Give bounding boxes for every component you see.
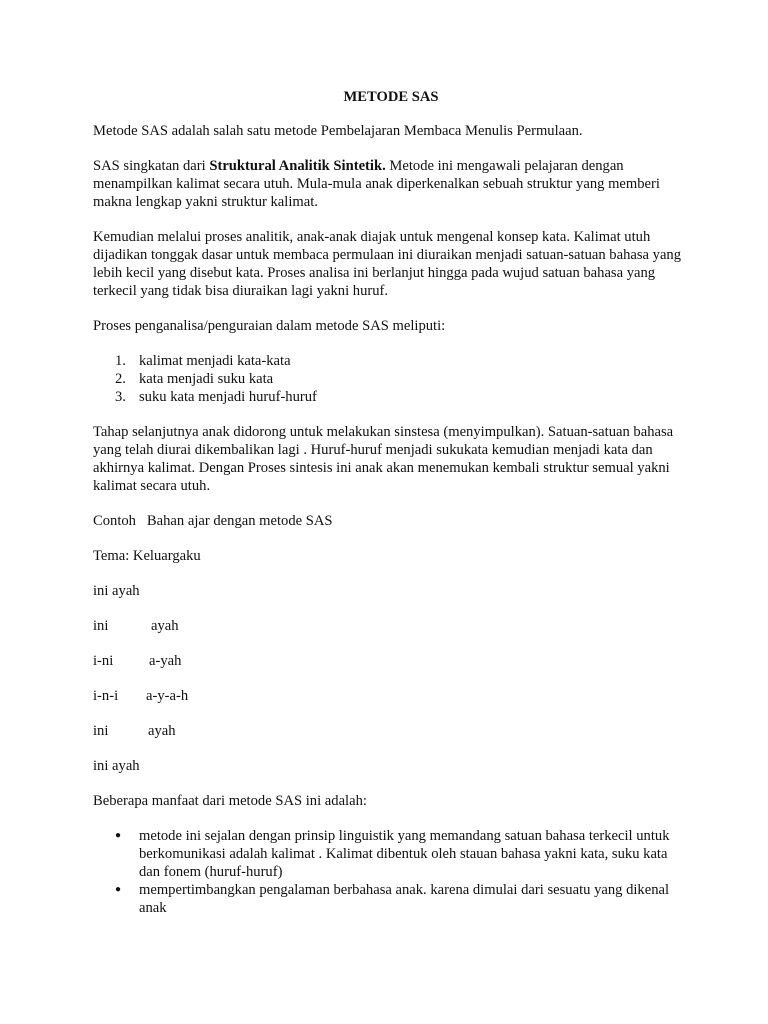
process-steps-list: [93, 352, 683, 406]
example-word-a: ini: [93, 618, 109, 634]
theme-line: Tema: Keluargaku: [93, 548, 201, 564]
benefits-heading: Beberapa manfaat dari metode SAS ini adalah:: [93, 793, 367, 809]
intro-paragraph: Metode SAS adalah salah satu metode Pembelajaran Membaca Menulis Permulaan.: [93, 123, 583, 139]
list-item: [93, 881, 683, 917]
example-heading: Contoh Bahan ajar dengan metode SAS: [93, 513, 333, 529]
list-item: [93, 352, 683, 370]
example-word-a: i-n-i: [93, 688, 119, 704]
synthesis-paragraph: Tahap selanjutnya anak didorong untuk melakukan sinstesa (menyimpulkan). Satuan-satuan bahasa yang telah diurai dikembalikan lagi . Huruf-huruf menjadi sukukata kemudian menjadi kata dan akhirnya kalimat. Dengan Proses sintesis ini anak akan menemukan kembali struktur semual yakni kalimat secara utuh.: [93, 424, 674, 494]
list-number: 1.: [115, 353, 126, 369]
example-word-b: a-y-a-h: [146, 688, 189, 704]
process-intro-paragraph: Proses penganalisa/penguraian dalam metode SAS meliputi:: [93, 318, 446, 334]
analysis-paragraph: Kemudian melalui proses analitik, anak-anak diajak untuk mengenal konsep kata. Kalimat utuh dijadikan tonggak dasar untuk membaca permulaan ini diuraikan menjadi satuan-satuan bahasa yang lebih kecil yang disebut kata. Proses analisa ini berlanjut hingga pada wujud satuan bahasa yang terkecil yang tidak bisa diuraikan lagi yakni huruf.: [93, 229, 682, 299]
example-line-4: [93, 687, 683, 705]
example-line-1: ini ayah: [93, 583, 140, 599]
definition-rest: Metode ini mengawali pelajaran dengan menampilkan kalimat secara utuh. Mula-mula anak diperkenalkan sebuah struktur yang memberi makna lengkap yakni struktur kalimat.: [93, 158, 660, 210]
example-word-b: ayah: [148, 723, 176, 739]
example-word-b: ayah: [151, 618, 179, 634]
bullet-icon: ●: [115, 884, 122, 895]
list-item-text: suku kata menjadi huruf-huruf: [139, 389, 317, 405]
definition-lead: SAS singkatan dari: [93, 158, 210, 174]
list-item-text: kata menjadi suku kata: [139, 371, 274, 387]
definition-paragraph: [93, 157, 683, 211]
list-item: [93, 370, 683, 388]
example-word-b: a-yah: [149, 653, 182, 669]
list-item-text: kalimat menjadi kata-kata: [139, 353, 291, 369]
list-item-text: mempertimbangkan pengalaman berbahasa anak. karena dimulai dari sesuatu yang dikenal anak: [139, 882, 670, 916]
list-item-text: metode ini sejalan dengan prinsip linguistik yang memandang satuan bahasa terkecil untuk berkomunikasi adalah kalimat . Kalimat dibentuk oleh stauan bahasa yakni kata, suku kata dan fonem (huruf-huruf): [139, 828, 670, 880]
benefits-list: [93, 827, 683, 917]
document-page: [93, 88, 683, 917]
list-item: [93, 388, 683, 406]
example-word-a: ini: [93, 723, 109, 739]
definition-term: Struktural Analitik Sintetik.: [209, 158, 386, 174]
example-line-2: [93, 617, 683, 635]
example-line-3: [93, 652, 683, 670]
example-line-5: [93, 722, 683, 740]
bullet-icon: ●: [115, 830, 122, 841]
example-word-a: i-ni: [93, 653, 114, 669]
list-item: [93, 827, 683, 881]
list-number: 3.: [115, 389, 126, 405]
example-line-6: ini ayah: [93, 758, 140, 774]
list-number: 2.: [115, 371, 126, 387]
document-title: METODE SAS: [343, 89, 439, 105]
